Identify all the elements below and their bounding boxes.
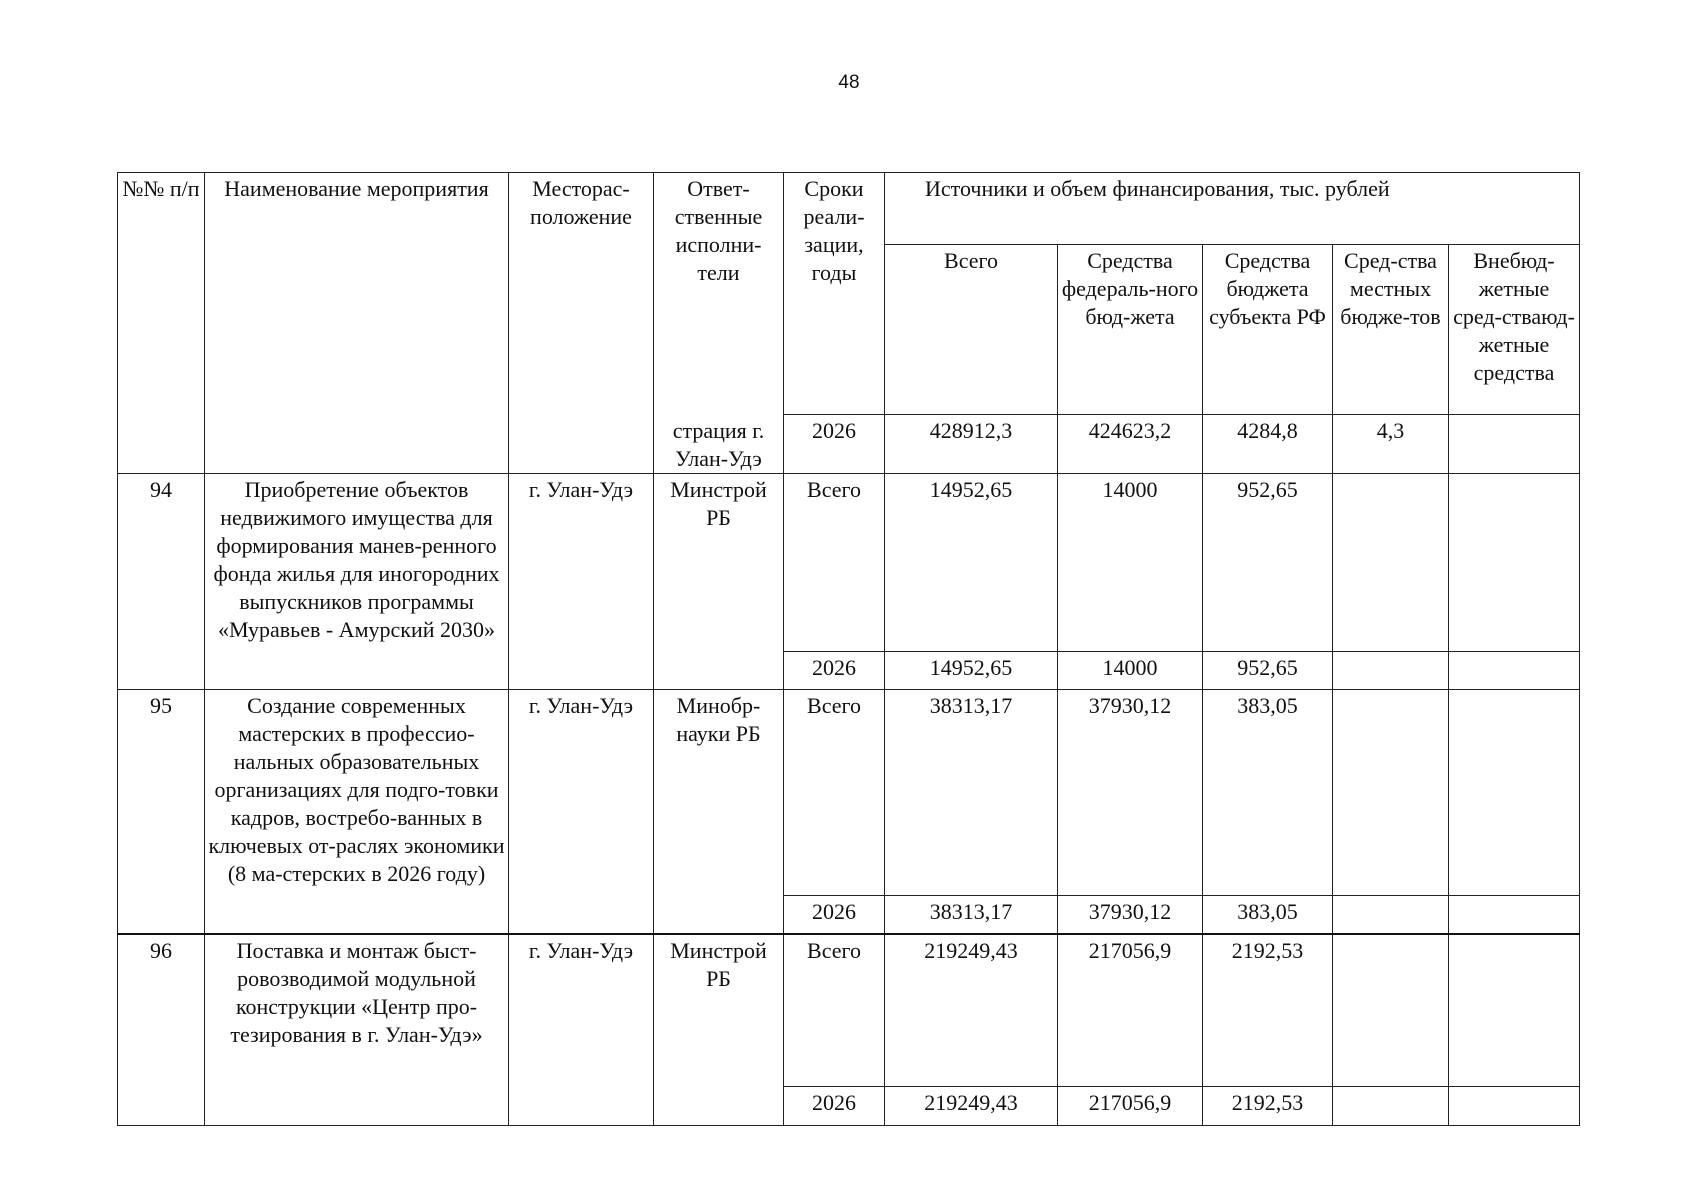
cont-responsible: страция г. Улан-Удэ [654,415,784,474]
item-location: г. Улан-Удэ [509,934,654,1125]
header-location: Местораc-положение [509,173,654,474]
cont-federal: 424623,2 [1058,415,1203,474]
item-total: 219249,43 [885,934,1058,1086]
item-total: 38313,17 [885,689,1058,895]
item-extra [1449,689,1580,895]
item-total: 14952,65 [885,473,1058,651]
cont-extra [1449,415,1580,474]
header-num: №№ п/п [118,173,205,474]
item-num: 95 [118,689,205,934]
item-local [1333,473,1449,651]
header-local: Сред-ства местных бюдже-тов [1333,245,1449,415]
item-subject: 2192,53 [1203,1086,1333,1125]
item-period: 2026 [784,895,885,934]
item-local [1333,895,1449,934]
header-responsible: Ответ-ственные исполни-тели [654,173,784,415]
item-federal: 14000 [1058,651,1203,689]
header-period: Сроки реали-зации, годы [784,173,885,415]
item-period: Всего [784,934,885,1086]
item-period: Всего [784,473,885,651]
item-subject: 952,65 [1203,651,1333,689]
item-extra [1449,934,1580,1086]
item-local [1333,1086,1449,1125]
item-federal: 37930,12 [1058,895,1203,934]
header-extra: Внебюд-жетные сред-стваюд-жетные средства [1449,245,1580,415]
item-extra [1449,895,1580,934]
item-responsible: Минстрой РБ [654,934,784,1125]
item-num: 96 [118,934,205,1125]
item-extra [1449,651,1580,689]
item-total: 14952,65 [885,651,1058,689]
financing-table [117,172,1580,1126]
table-row [118,934,1580,1086]
item-name: Приобретение объектов недвижимого имущества для формирования манев-ренного фонда жилья для иногородних выпускников программы «Муравьев - Амурский 2030» [205,473,509,689]
cont-subject: 4284,8 [1203,415,1333,474]
header-name: Наименование мероприятия [205,173,509,474]
item-federal: 14000 [1058,473,1203,651]
item-subject: 2192,53 [1203,934,1333,1086]
header-row-1 [118,173,1580,245]
header-total: Всего [885,245,1058,415]
item-period: 2026 [784,1086,885,1125]
cont-period: 2026 [784,415,885,474]
item-num: 94 [118,473,205,689]
item-responsible: Минобр-науки РБ [654,689,784,934]
table-row [118,689,1580,895]
header-federal: Средства федераль-ного бюд-жета [1058,245,1203,415]
item-federal: 217056,9 [1058,1086,1203,1125]
header-subject: Средства бюджета субъекта РФ [1203,245,1333,415]
item-federal: 217056,9 [1058,934,1203,1086]
cont-local: 4,3 [1333,415,1449,474]
item-extra [1449,1086,1580,1125]
item-subject: 383,05 [1203,689,1333,895]
item-subject: 952,65 [1203,473,1333,651]
cont-total: 428912,3 [885,415,1058,474]
item-total: 219249,43 [885,1086,1058,1125]
item-location: г. Улан-Удэ [509,473,654,689]
header-financing: Источники и объем финансирования, тыс. рублей [885,173,1580,245]
item-name: Поставка и монтаж быст-ровозводимой модульной конструкции «Центр про-тезирования в г. Улан-Удэ» [205,934,509,1125]
page-number: 48 [838,72,860,93]
item-local [1333,934,1449,1086]
item-total: 38313,17 [885,895,1058,934]
item-subject: 383,05 [1203,895,1333,934]
item-responsible: Минстрой РБ [654,473,784,689]
item-local [1333,689,1449,895]
item-location: г. Улан-Удэ [509,689,654,934]
item-extra [1449,473,1580,651]
item-name: Создание современных мастерских в профессио-нальных образовательных организациях для подго-товки кадров, востребо-ванных в ключевых от-раслях экономики (8 ма-стерских в 2026 году) [205,689,509,934]
item-local [1333,651,1449,689]
table-row [118,473,1580,651]
item-federal: 37930,12 [1058,689,1203,895]
item-period: 2026 [784,651,885,689]
item-period: Всего [784,689,885,895]
